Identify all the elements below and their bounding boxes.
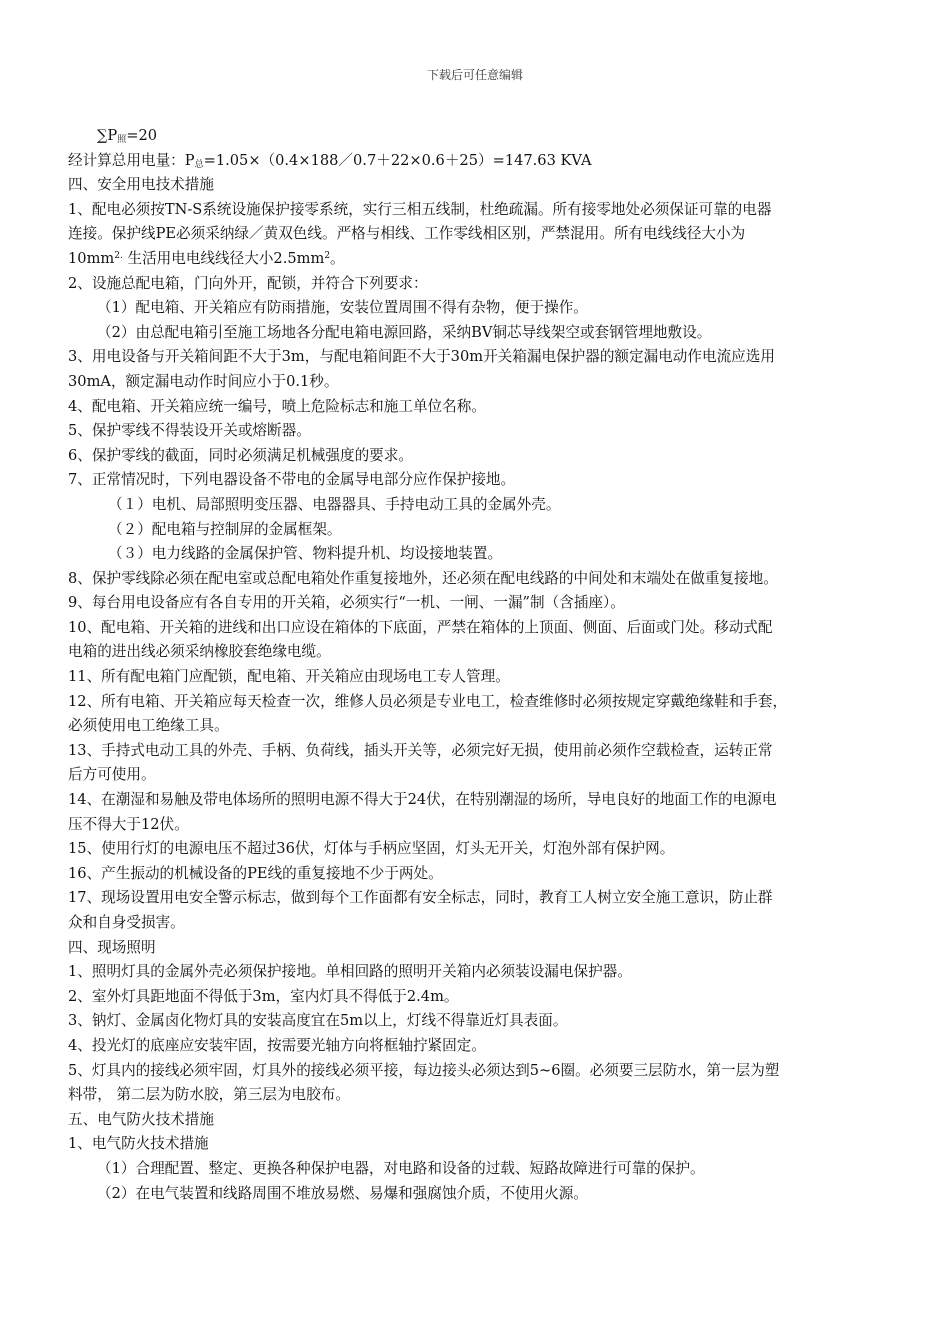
paragraph-line: 30mA，额定漏电动作时间应小于0.1秒。: [68, 372, 339, 390]
sub-item-line: （1）配电箱、开关箱应有防雨措施，安装位置周围不得有杂物，便于操作。: [97, 299, 588, 317]
paragraph-line: [68, 247, 892, 272]
paragraph-line: 5、灯具内的接线必须牢固，灯具外的接线必须平接，每边接头必须达到5~6圈。必须要三层防水，第一层为塑: [68, 1061, 780, 1079]
paragraph-line: 2、设施总配电箱，门向外开，配锁，并符合下列要求：: [68, 274, 428, 292]
paragraph-line: 11、所有配电箱门应配锁，配电箱、开关箱应由现场电工专人管理。: [68, 668, 510, 686]
paragraph-line: 1、照明灯具的金属外壳必须保护接地。单相回路的照明开关箱内必须装设漏电保护器。: [68, 963, 632, 981]
paragraph-line: 17、现场设置用电安全警示标志，做到每个工作面都有安全标志，同时，教育工人树立安全施工意识，防止群: [68, 889, 773, 907]
section-heading: 五、电气防火技术措施: [68, 1110, 214, 1128]
section-heading: 四、现场照明: [68, 938, 156, 956]
paragraph-line: 4、配电箱、开关箱应统一编号，喷上危险标志和施工单位名称。: [68, 397, 486, 415]
paragraph-line: 10、配电箱、开关箱的进线和出口应设在箱体的下底面，严禁在箱体的上顶面、侧面、后面或门处。移动式配: [68, 618, 773, 636]
paragraph-line: 连接。保护线PE必须采纳绿／黄双色线。严格与相线、工作零线相区别，严禁混用。所有电线线径大小为: [68, 225, 746, 243]
formula-calc-subscript: 总: [194, 159, 204, 170]
paragraph-line: 1、电气防火技术措施: [68, 1135, 209, 1153]
paragraph-line: 14、在潮湿和易触及带电体场所的照明电源不得大于24伏，在特别潮湿的场所，导电良好的地面工作的电源电: [68, 791, 777, 809]
sub-item-line: （2）由总配电箱引至施工场地各分配电箱电源回路，采纳BV铜芯导线架空或套钢管埋地敷设。: [97, 323, 712, 341]
sub-item-line: （３）电力线路的金属保护管、物料提升机、均设接地装置。: [108, 545, 503, 563]
paragraph-line: 必须使用电工绝缘工具。: [68, 717, 229, 735]
section-heading: 四、安全用电技术措施: [68, 176, 214, 194]
paragraph-line: 2、室外灯具距地面不得低于3m，室内灯具不得低于2.4m。: [68, 987, 459, 1005]
paragraph-line: 13、手持式电动工具的外壳、手柄、负荷线，插头开关等，必须完好无损，使用前必须作空载检查，运转正常: [68, 741, 773, 759]
paragraph-line: 电箱的进出线必须采纳橡胶套绝缘电缆。: [68, 643, 331, 661]
superscript: 2.: [114, 250, 123, 261]
paragraph-line: 压不得大于12伏。: [68, 815, 189, 833]
paragraph-line: 3、用电设备与开关箱间距不大于3m，与配电箱间距不大于30m开关箱漏电保护器的额定漏电动作电流应选用: [68, 348, 775, 366]
document-body: [68, 124, 892, 1206]
paragraph-line: 5、保护零线不得装设开关或熔断器。: [68, 422, 311, 440]
paragraph-line: 9、每台用电设备应有各自专用的开关箱，必须实行“一机、一闸、一漏”制（含插座）。: [68, 594, 625, 612]
formula-calc-suffix: =1.05×（0.4×188／0.7＋22×0.6＋25）=147.63 KVA: [203, 151, 592, 169]
paragraph-line: 1、配电必须按TN-S系统设施保护接零系统，实行三相五线制，杜绝疏漏。所有接零地处必须保证可靠的电器: [68, 200, 772, 218]
paragraph-line: 16、产生振动的机械设备的PE线的重复接地不少于两处。: [68, 864, 443, 882]
paragraph-line: 6、保护零线的截面，同时必须满足机械强度的要求。: [68, 446, 413, 464]
text-run: 生活用电电线线径大小2.5mm: [122, 249, 325, 267]
formula-sum-suffix: =20: [126, 127, 158, 144]
formula-sum-line: [68, 124, 892, 149]
formula-sum-prefix: ∑P: [97, 127, 118, 144]
paragraph-line: 12、所有电箱、开关箱应每天检查一次，维修人员必须是专业电工，检查维修时必须按规定穿戴绝缘鞋和手套，: [68, 692, 788, 710]
sub-item-line: （2）在电气装置和线路周围不堆放易燃、易爆和强腐蚀介质，不使用火源。: [97, 1184, 588, 1202]
formula-sum-subscript: 照: [117, 135, 127, 145]
sub-item-line: （1）合理配置、整定、更换各种保护电器，对电路和设备的过载、短路故障进行可靠的保护。: [97, 1159, 705, 1177]
formula-calc-prefix: 经计算总用电量：P: [68, 151, 195, 169]
text-run: 10mm: [68, 249, 115, 267]
sub-item-line: （２）配电箱与控制屏的金属框架。: [108, 520, 342, 538]
sub-item-line: （１）电机、局部照明变压器、电器器具、手持电动工具的金属外壳。: [108, 495, 561, 513]
formula-calc-line: [68, 149, 892, 174]
paragraph-line: 3、钠灯、金属卤化物灯具的安装高度宜在5m以上，灯线不得靠近灯具表面。: [68, 1012, 568, 1030]
paragraph-line: 后方可使用。: [68, 766, 156, 784]
text-run: 。: [330, 249, 345, 267]
paragraph-line: 料带， 第二层为防水胶，第三层为电胶布。: [68, 1086, 350, 1104]
paragraph-line: 7、正常情况时，下列电器设备不带电的金属导电部分应作保护接地。: [68, 471, 516, 489]
superscript: 2: [324, 250, 331, 261]
paragraph-line: 4、投光灯的底座应安装牢固，按需要光轴方向将框轴拧紧固定。: [68, 1036, 486, 1054]
paragraph-line: 15、使用行灯的电源电压不超过36伏，灯体与手柄应坚固，灯头无开关，灯泡外部有保护网。: [68, 840, 675, 858]
paragraph-line: 众和自身受损害。: [68, 914, 185, 931]
paragraph-line: 8、保护零线除必须在配电室或总配电箱处作重复接地外，还必须在配电线路的中间处和末端处在做重复接地。: [68, 569, 778, 587]
page-header: 下载后可任意编辑: [426, 68, 523, 82]
